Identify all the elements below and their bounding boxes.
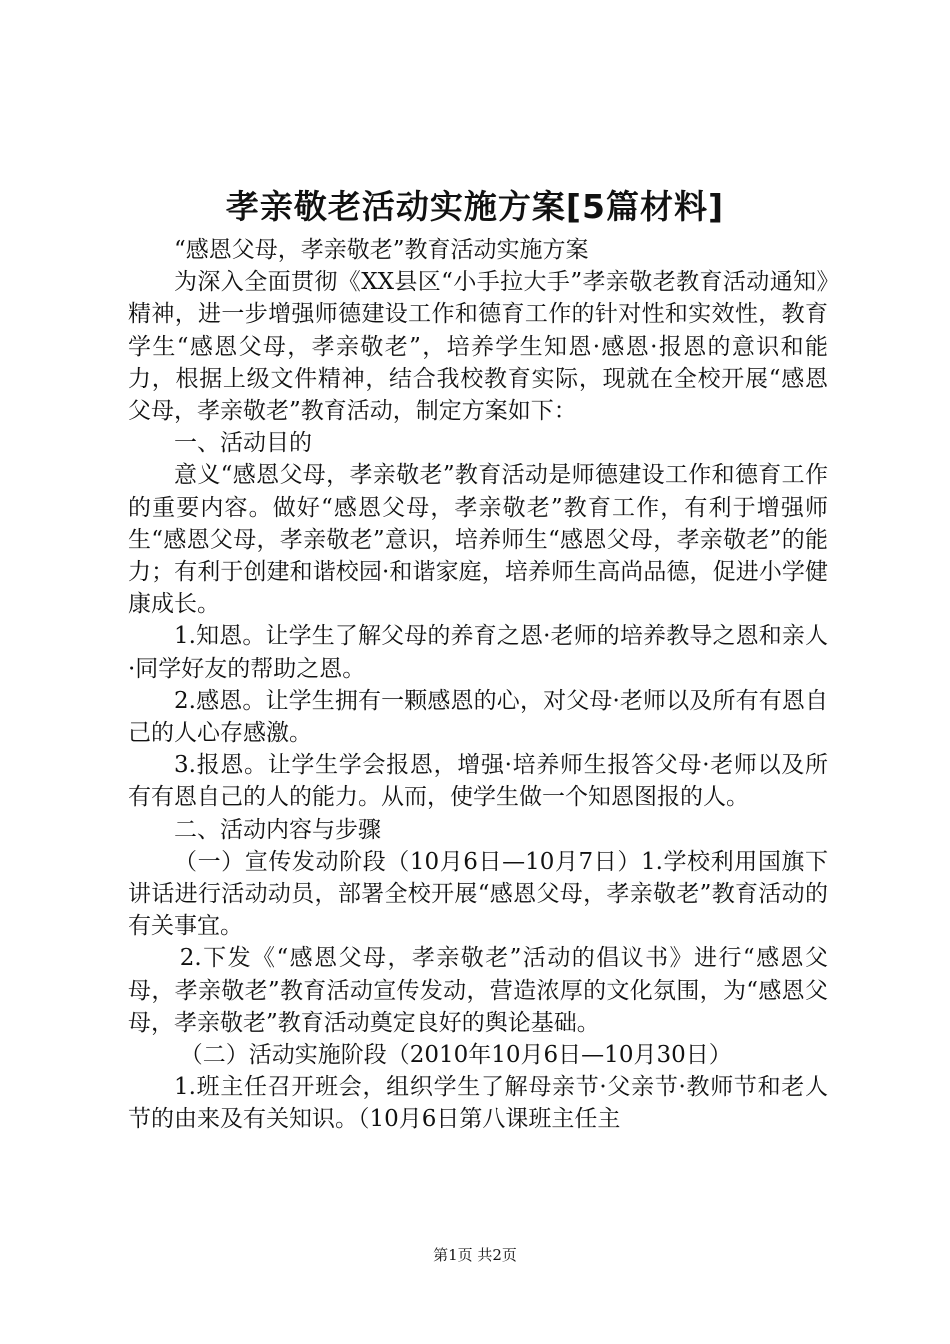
list-item-baoen: 3.报恩。让学生学会报恩，增强·培养师生报答父母·老师以及所有有恩自己的人的能力。从而，使学生做一个知恩图报的人。 xyxy=(128,752,828,811)
page-footer: 第1页 共2页 xyxy=(433,1246,517,1264)
document-body xyxy=(128,234,828,1136)
document-title: 孝亲敬老活动实施方案[5篇材料] xyxy=(225,187,725,226)
section-heading-steps: 二、活动内容与步骤 xyxy=(174,816,381,843)
purpose-paragraph: 意义“感恩父母，孝亲敬老”教育活动是师德建设工作和德育工作的重要内容。做好“感恩父母，孝亲敬老”教育工作，有利于增强师生“感恩父母，孝亲敬老”意识，培养师生“感恩父母，孝亲敬老”的能力；有利于创建和谐校园·和谐家庭，培养师生高尚品德，促进小学健康成长。 xyxy=(128,462,828,618)
list-item-zhien: 1.知恩。让学生了解父母的养育之恩·老师的培养教导之恩和亲人·同学好友的帮助之恩。 xyxy=(128,623,828,682)
stage-two-item-one: 1.班主任召开班会，组织学生了解母亲节·父亲节·教师节和老人节的由来及有关知识。（10月6日第八课班主任主 xyxy=(128,1074,828,1133)
list-item-ganen: 2.感恩。让学生拥有一颗感恩的心，对父母·老师以及所有有恩自己的人心存感激。 xyxy=(128,687,828,747)
plan-subtitle: “感恩父母，孝亲敬老”教育活动实施方案 xyxy=(174,237,589,263)
stage-two-heading: （二）活动实施阶段（2010年10月6日—10月30日） xyxy=(179,1042,732,1069)
stage-one-item-two: 2.下发《“感恩父母，孝亲敬老”活动的倡议书》进行“感恩父母，孝亲敬老”教育活动宣传发动，营造浓厚的文化氛围，为“感恩父母，孝亲敬老”教育活动奠定良好的舆论基础。 xyxy=(128,945,828,1036)
stage-one-paragraph: （一）宣传发动阶段（10月6日—10月7日）1.学校利用国旗下讲话进行活动动员，部署全校开展“感恩父母，孝亲敬老”教育活动的有关事宜。 xyxy=(128,848,828,940)
section-heading-purpose: 一、活动目的 xyxy=(174,430,312,457)
intro-paragraph: 为深入全面贯彻《XX县区“小手拉大手”孝亲敬老教育活动通知》精神，进一步增强师德建设工作和德育工作的针对性和实效性，教育学生“感恩父母，孝亲敬老”，培养学生知恩·感恩·报恩的意识和能力，根据上级文件精神，结合我校教育实际，现就在全校开展“感恩父母，孝亲敬老”教育活动，制定方案如下： xyxy=(128,269,828,425)
